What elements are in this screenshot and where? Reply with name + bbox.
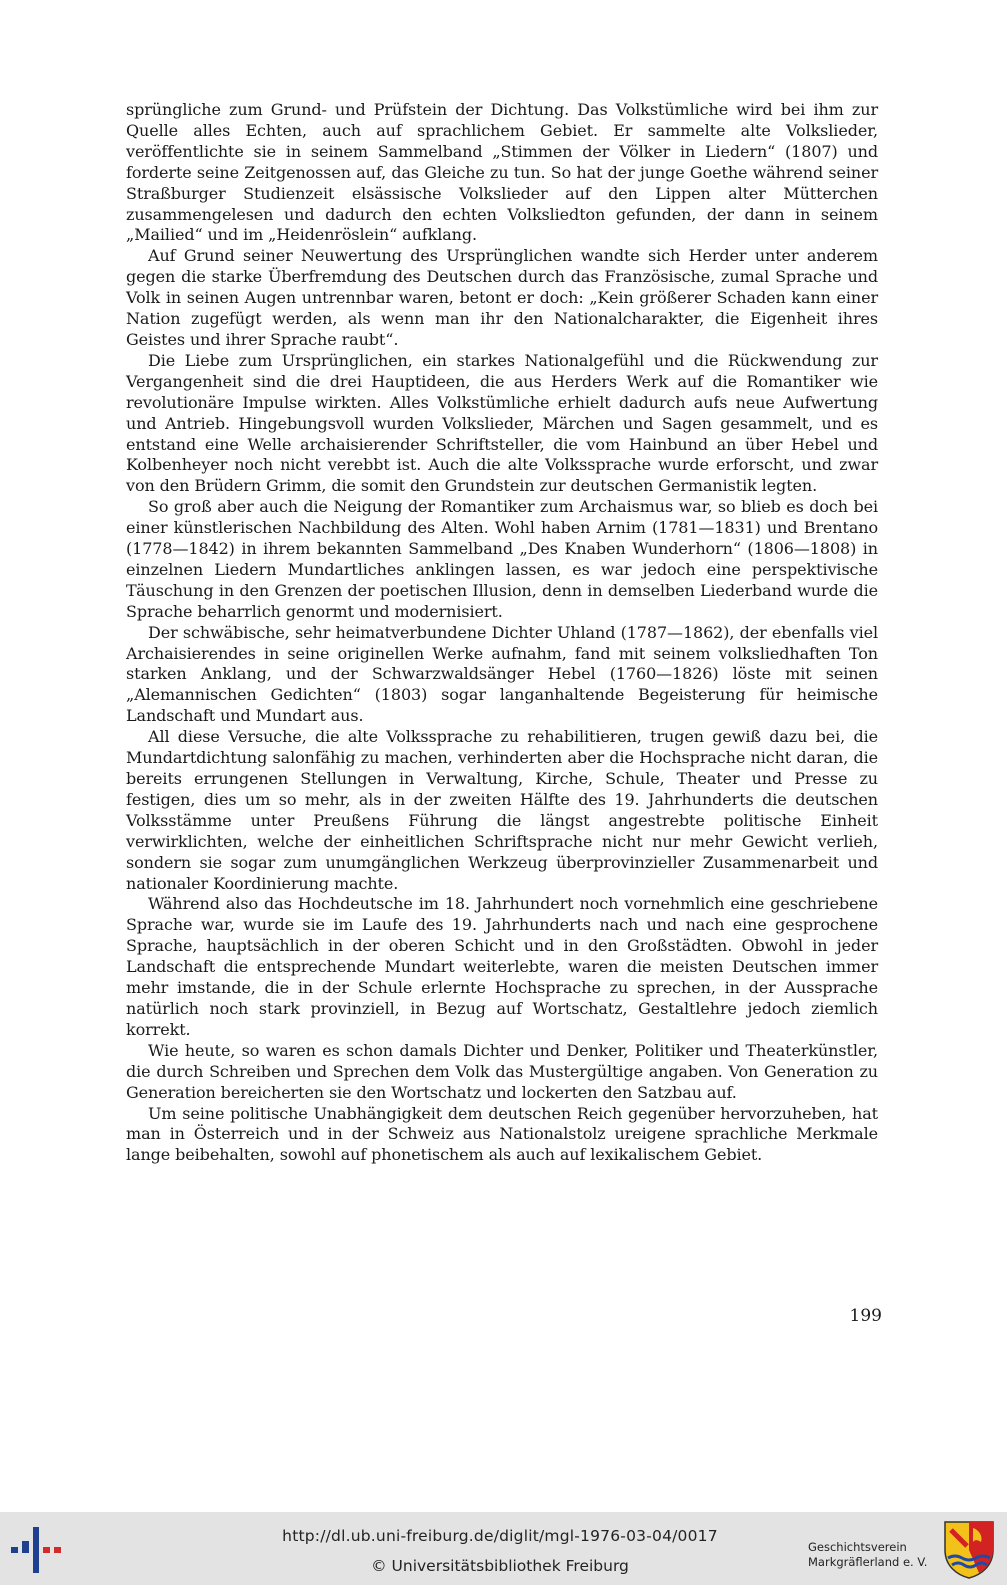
society-name: [808, 1540, 936, 1570]
library-footer: [0, 1512, 1007, 1585]
page-number: 199: [849, 1306, 882, 1326]
paragraph: Wie heute, so waren es schon damals Dichter und Denker, Politiker und Theaterkünstler, die durch Schreiben und Sprechen dem Volk das Mustergültige angaben. Von Generation zu Generation bereicherten sie den Wortschatz und lockerten den Satzbau auf.: [126, 1040, 878, 1102]
ub-freiburg-logo-icon: [8, 1526, 68, 1574]
paragraph: All diese Versuche, die alte Volkssprache zu rehabilitieren, trugen gewiß dazu bei, die Mundartdichtung salonfähig zu machen, verhinderten aber die Hochsprache nicht daran, die bereits errungenen Stellungen in Verwaltung, Kirche, Schule, Theater und Presse zu festigen, dies um so mehr, als in der zweiten Hälfte des 19. Jahrhunderts die deutschen Volksstämme unter Preußens Führung die längst angestrebte politische Einheit verwirklichten, welche der einheitlichen Schriftsprache nicht nur mehr Gewicht verlieh, sondern sie sogar zum unumgänglichen Werkzeug überprovinzieller Zusammenarbeit und nationaler Koordinierung machte.: [126, 727, 878, 893]
copyright-text: © Universitätsbibliothek Freiburg: [371, 1557, 629, 1575]
page-body-text: [126, 100, 878, 1166]
document-url-link[interactable]: http://dl.ub.uni-freiburg.de/diglit/mgl-1976-03-04/0017: [282, 1527, 718, 1545]
society-name-line: Markgräflerland e. V.: [808, 1555, 928, 1569]
paragraph: Die Liebe zum Ursprünglichen, ein starkes Nationalgefühl und die Rückwendung zur Vergangenheit sind die drei Hauptideen, die aus Herders Werk auf die Romantiker wie revolutionäre Impulse wirkten. Alles Volkstümliche erhielt dadurch aufs neue Aufwertung und Antrieb. Hingebungsvoll wurden Volkslieder, Märchen und Sagen gesammelt, und es entstand eine Welle archaisierender Schriftsteller, die vom Hainbund an über Hebel und Kolbenheyer noch nicht verebbt ist. Auch die alte Volkssprache wurde erforscht, und zwar von den Brüdern Grimm, die somit den Grundstein zur deutschen Germanistik legten.: [126, 350, 878, 496]
paragraph: sprüngliche zum Grund- und Prüfstein der Dichtung. Das Volkstümliche wird bei ihm zur Quelle alles Echten, auch auf sprachlichem Gebiet. Er sammelte alte Volkslieder, veröffentlichte sie in seinem Sammelband „Stimmen der Völker in Liedern“ (1807) und forderte seine Zeitgenossen auf, das Gleiche zu tun. So hat der junge Goethe während seiner Straßburger Studienzeit elsässische Volkslieder auf den Lippen alter Mütterchen zusammengelesen und dadurch den echten Volksliedton gefunden, der dann in seinem „Mailied“ und im „Heidenröslein“ aufklang.: [126, 100, 878, 245]
paragraph: Während also das Hochdeutsche im 18. Jahrhundert noch vornehmlich eine geschriebene Sprache war, wurde sie im Laufe des 19. Jahrhunderts nach und nach eine gesprochene Sprache, hauptsächlich in der oberen Schicht und in den Großstädten. Obwohl in jeder Landschaft die entsprechende Mundart weiterlebte, waren die meisten Deutschen immer mehr imstande, die in der Schule erlernte Hochsprache zu sprechen, in der Aussprache natürlich noch stark provinziell, in Bezug auf Wortschatz, Gestaltlehre jedoch ziemlich korrekt.: [126, 894, 878, 1039]
coat-of-arms-icon: [943, 1520, 995, 1580]
society-name-line: Geschichtsverein: [808, 1540, 907, 1554]
paragraph: Der schwäbische, sehr heimatverbundene Dichter Uhland (1787—1862), der ebenfalls viel Archaisierendes in seine originellen Werke aufnahm, fand mit seinem volksliedhaften Ton starken Anklang, und der Schwarzwaldsänger Hebel (1760—1826) löste mit seinen „Alemannischen Gedichten“ (1803) sogar langanhaltende Begeisterung für heimische Landschaft und Mundart aus.: [126, 622, 878, 726]
paragraph: So groß aber auch die Neigung der Romantiker zum Archaismus war, so blieb es doch bei einer künstlerischen Nachbildung des Alten. Wohl haben Arnim (1781—1831) und Brentano (1778—1842) in ihrem bekannten Sammelband „Des Knaben Wunderhorn“ (1806—1808) in einzelnen Liedern Mundartliches anklingen lassen, es war jedoch eine perspektivische Täuschung in den Grenzen der poetischen Illusion, denn in demselben Liederband wurde die Sprache beharrlich genormt und modernisiert.: [126, 497, 878, 621]
paragraph: Um seine politische Unabhängigkeit dem deutschen Reich gegenüber hervorzuheben, hat man in Österreich und in der Schweiz aus Nationalstolz ureigene sprachliche Merkmale lange beibehalten, sowohl auf phonetischem als auch auf lexikalischem Gebiet.: [126, 1103, 878, 1165]
paragraph: Auf Grund seiner Neuwertung des Ursprünglichen wandte sich Herder unter anderem gegen die starke Überfremdung des Deutschen durch das Französische, zumal Sprache und Volk in seinen Augen untrennbar waren, betont er doch: „Kein größerer Schaden kann einer Nation zugefügt werden, als wenn man ihr den Nationalcharakter, die Eigenheit ihres Geistes und ihrer Sprache raubt“.: [126, 246, 878, 349]
